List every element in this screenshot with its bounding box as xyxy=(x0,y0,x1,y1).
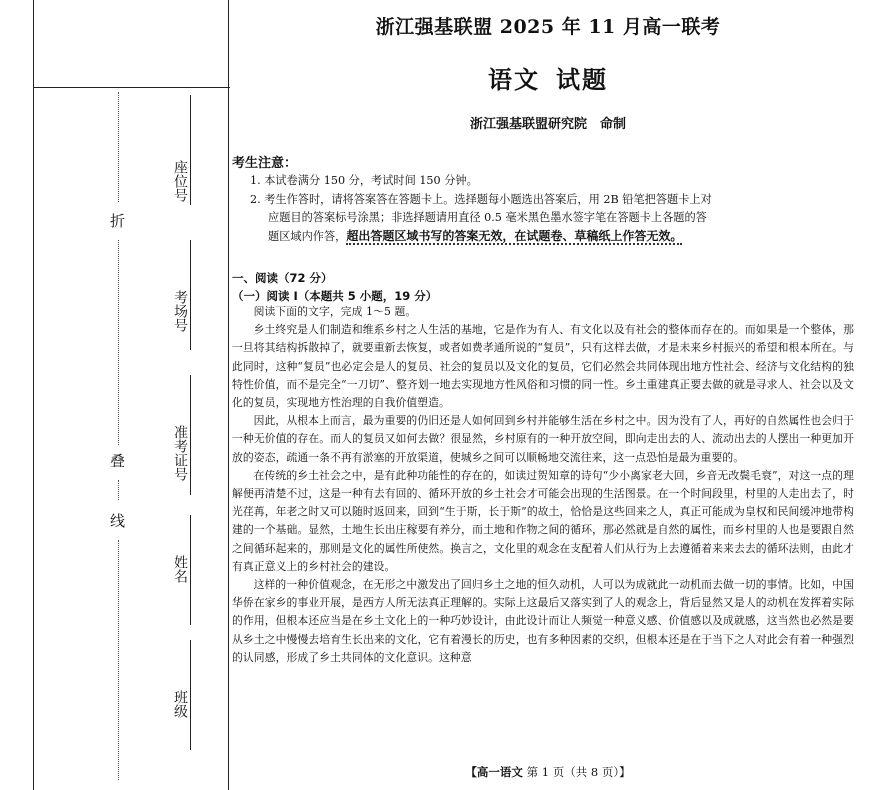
fold-dotted-line xyxy=(118,240,119,445)
fold-char-2: 叠 xyxy=(110,452,126,470)
subject-heading xyxy=(232,60,864,95)
notice-item-1: 1. 本试卷满分 150 分，考试时间 150 分钟。 xyxy=(250,174,478,187)
notice-item-2-line2: 应题目的答案标号涂黑；非选择题请用直径 0.5 毫米黑色墨水签字笔在答题卡上各题的答 xyxy=(268,211,707,224)
seat-number-label: 座位号 xyxy=(172,160,188,202)
passage-paragraph-2: 因此，从根本上而言，最为重要的仍旧还是人如何回到乡村并能够生活在乡村之中。因为没有了人，再好的自然属性也会归于一种无价值的存在。而人的复员又如何去做？很显然，乡村原有的一种开放空间，即向走出去的人、流动出去的人摆出一种更加开放的姿态，疏通一条不再有淤塞的开放渠道，使城乡之间可以顺畅地交流往来，这一点恐怕是最为重要的。 xyxy=(232,414,854,464)
notice-item-2-line3 xyxy=(250,227,750,246)
name-label: 姓名 xyxy=(172,555,188,583)
exam-room-field[interactable] xyxy=(190,240,191,350)
notice-heading: 考生注意： xyxy=(232,156,298,171)
author-line: 浙江强基联盟研究院 命制 xyxy=(469,117,626,132)
footer-page: 第 1 页（共 8 页）】 xyxy=(526,765,631,779)
name-field[interactable] xyxy=(190,515,191,625)
footer-label: 【高一语文 xyxy=(465,765,523,779)
section-heading: 一、阅读（72 分） xyxy=(232,271,333,285)
subject-name: 语文 xyxy=(488,65,540,94)
page-footer xyxy=(232,764,864,780)
fold-char-3: 线 xyxy=(110,512,126,530)
notice-item-2-line1: 2. 考生作答时，请将答案答在答题卡上。选择题每小题选出答案后，用 2B 铅笔把答题卡上对 xyxy=(250,193,712,206)
paper-type: 试题 xyxy=(556,65,608,94)
notice-item-2-text: 题区域内作答， xyxy=(268,230,347,243)
passage-paragraph-4: 这样的一种价值观念，在无形之中激发出了回归乡土之地的恒久动机，人可以为成就此一动机而去做一切的事情。比如，中国华侨在家乡的事业开展，是西方人所无法真正理解的。实际上这最后又落实到了人的观念上，背后显然又是人的动机在发挥着实际的作用，但根本还应当是在乡土文化上的一种巧妙设计，由此设计而让人频觉一种意义感、价值感以及成就感，这当然也必然是要从乡土之中慢慢去培育生长出来的文化，它有着漫长的历史，也有多种因素的交织，但根本还是在于当下之人对此会有着一种强烈的认同感，形成了乡土共同体的文化意识。这种意 xyxy=(232,578,854,664)
notice-emphasis: 超出答题区域书写的答案无效，在试题卷、草稿纸上作答无效。 xyxy=(346,229,683,243)
exam-page xyxy=(232,0,864,790)
subsection-heading: （一）阅读 I（本题共 5 小题，19 分） xyxy=(232,289,438,303)
class-label: 班级 xyxy=(172,690,188,718)
ticket-number-label: 准考证号 xyxy=(172,425,188,481)
fold-dotted-line xyxy=(118,540,119,780)
seat-number-field[interactable] xyxy=(190,95,191,205)
notice-item-2 xyxy=(250,191,750,246)
class-field[interactable] xyxy=(190,640,191,750)
ticket-number-field[interactable] xyxy=(190,375,191,495)
passage-paragraph-1: 乡土终究是人们制造和维系乡村之人生活的基地，它是作为有人、有文化以及有社会的整体而存在的。而如果是一个整体，那一旦将其结构拆散掉了，就要重新去恢复，或者如费孝通所说的“复员”，只有这样去做，才是未来乡村振兴的希望和根本所在。与此同时，这种“复员”也必定会是人的复员、社会的复员以及文化的复员，它们必然会共同体现出地方性社会、经济与文化结构的独特性价值，而不是完全“一刀切”、整齐划一地去实现地方性风俗和习惯的同一性。乡土重建真正要去做的就是寻求人、社会以及文化的复员，实现地方性治理的自我价值塑造。 xyxy=(232,323,854,410)
margin-line-inner xyxy=(228,0,229,790)
margin-top-rule xyxy=(33,87,230,88)
instruction: 阅读下面的文字，完成 1～5 题。 xyxy=(253,305,417,318)
fold-dotted-line xyxy=(118,92,119,202)
exam-room-label: 考场号 xyxy=(172,290,188,332)
binding-margin xyxy=(0,0,230,790)
passage-paragraph-3: 在传统的乡土社会之中，是有此种功能性的存在的，如读过贺知章的诗句“少小离家老大回，乡音无改鬓毛衰”，对这一点的理解便再清楚不过，这是一种有去有回的、循环开放的乡土社会才可能会出现的生活图景。在一个时间段里，村里的人走出去了，时光荏苒，年老之时又可以随时返回来，回到“生于斯，长于斯”的故土，恰恰是这些回来之人，真正可能成为皇权和民间缓冲地带构建的一个基础。显然，土地生长出庄稼要有养分，而土地和作物之间的循环，那必然就是自然的属性，而乡村里的人也是要跟自然之间循环起来的，那则是文化的属性所使然。换言之，文化里的观念在支配着人们从行为上去遵循着来来去去的循环法则，由此才有真正意义上的乡村社会的建设。 xyxy=(232,468,854,573)
margin-line-outer xyxy=(33,0,34,790)
fold-dotted-line xyxy=(118,480,119,500)
exam-title: 浙江强基联盟 2025 年 11 月高一联考 xyxy=(375,16,721,38)
passage xyxy=(232,303,854,667)
fold-char-1: 折 xyxy=(110,212,126,230)
